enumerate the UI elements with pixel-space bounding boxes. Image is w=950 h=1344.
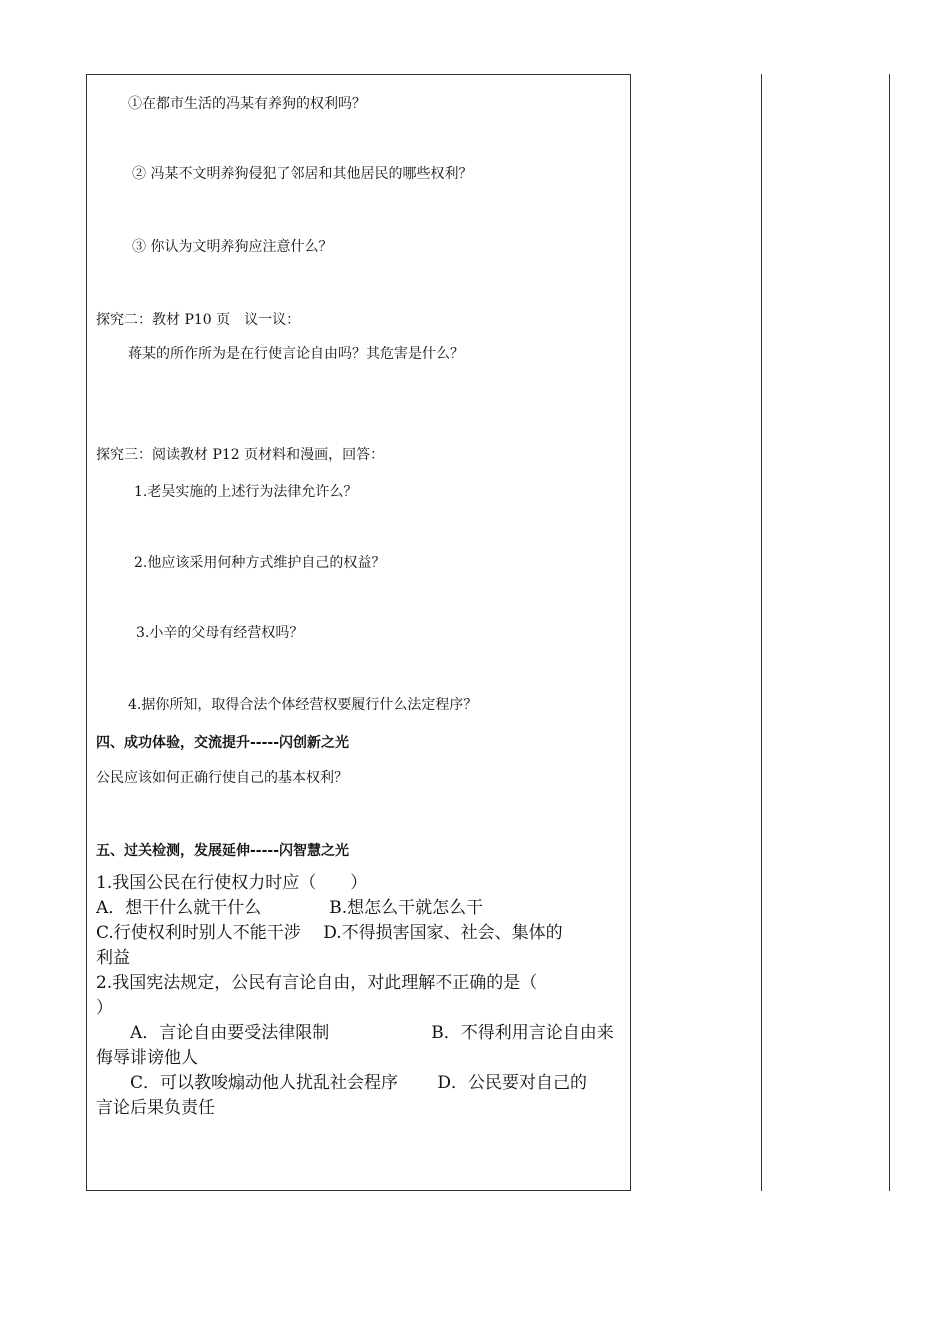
question-item-1: ①在都市生活的冯某有养狗的权利吗？ — [128, 96, 366, 112]
explore2-heading: 探究二：教材 P10 页 议一议： — [96, 312, 301, 328]
quiz-q2: 2.我国宪法规定，公民有言论自由，对此理解不正确的是（ — [96, 973, 538, 993]
column-divider-right — [889, 74, 890, 1191]
explore3-question-3: 3.小辛的父母有经营权吗？ — [136, 625, 304, 641]
quiz-q1-options-ab: A．想干什么就干什么 B.想怎么干就怎么干 — [96, 898, 484, 918]
section5-heading: 五、过关检测，发展延伸-----闪智慧之光 — [96, 843, 350, 859]
quiz-q1-options-cont: 利益 — [96, 948, 130, 968]
section4-question: 公民应该如何正确行使自己的基本权利？ — [96, 770, 348, 786]
explore3-heading: 探究三：阅读教材 P12 页材料和漫画，回答： — [96, 447, 385, 463]
quiz-q2-options-ab: A．言论自由要受法律限制 B．不得利用言论自由来 — [96, 1023, 614, 1043]
explore2-question: 蒋某的所作所为是在行使言论自由吗？其危害是什么？ — [128, 346, 464, 362]
quiz-q2-options-cd: C．可以教唆煽动他人扰乱社会程序 D．公民要对自己的 — [96, 1073, 588, 1093]
explore3-question-1: 1.老吴实施的上述行为法律允许么？ — [134, 484, 358, 500]
quiz-q1-options-cd: C.行使权利时别人不能干涉 D.不得损害国家、社会、集体的 — [96, 923, 563, 943]
quiz-q2-options-cd-cont: 言论后果负责任 — [96, 1098, 215, 1118]
column-divider-left — [761, 74, 762, 1191]
question-item-2: ② 冯某不文明养狗侵犯了邻居和其他居民的哪些权利？ — [132, 166, 473, 182]
question-item-3: ③ 你认为文明养狗应注意什么？ — [132, 239, 333, 255]
explore3-question-4: 4.据你所知，取得合法个体经营权要履行什么法定程序？ — [128, 697, 478, 713]
quiz-q2-options-ab-cont: 侮辱诽谤他人 — [96, 1048, 198, 1068]
quiz-q2-cont: ） — [96, 998, 113, 1018]
explore3-question-2: 2.他应该采用何种方式维护自己的权益？ — [134, 555, 386, 571]
quiz-q1: 1.我国公民在行使权力时应（ ） — [96, 873, 368, 893]
section4-heading: 四、成功体验，交流提升-----闪创新之光 — [96, 735, 350, 751]
